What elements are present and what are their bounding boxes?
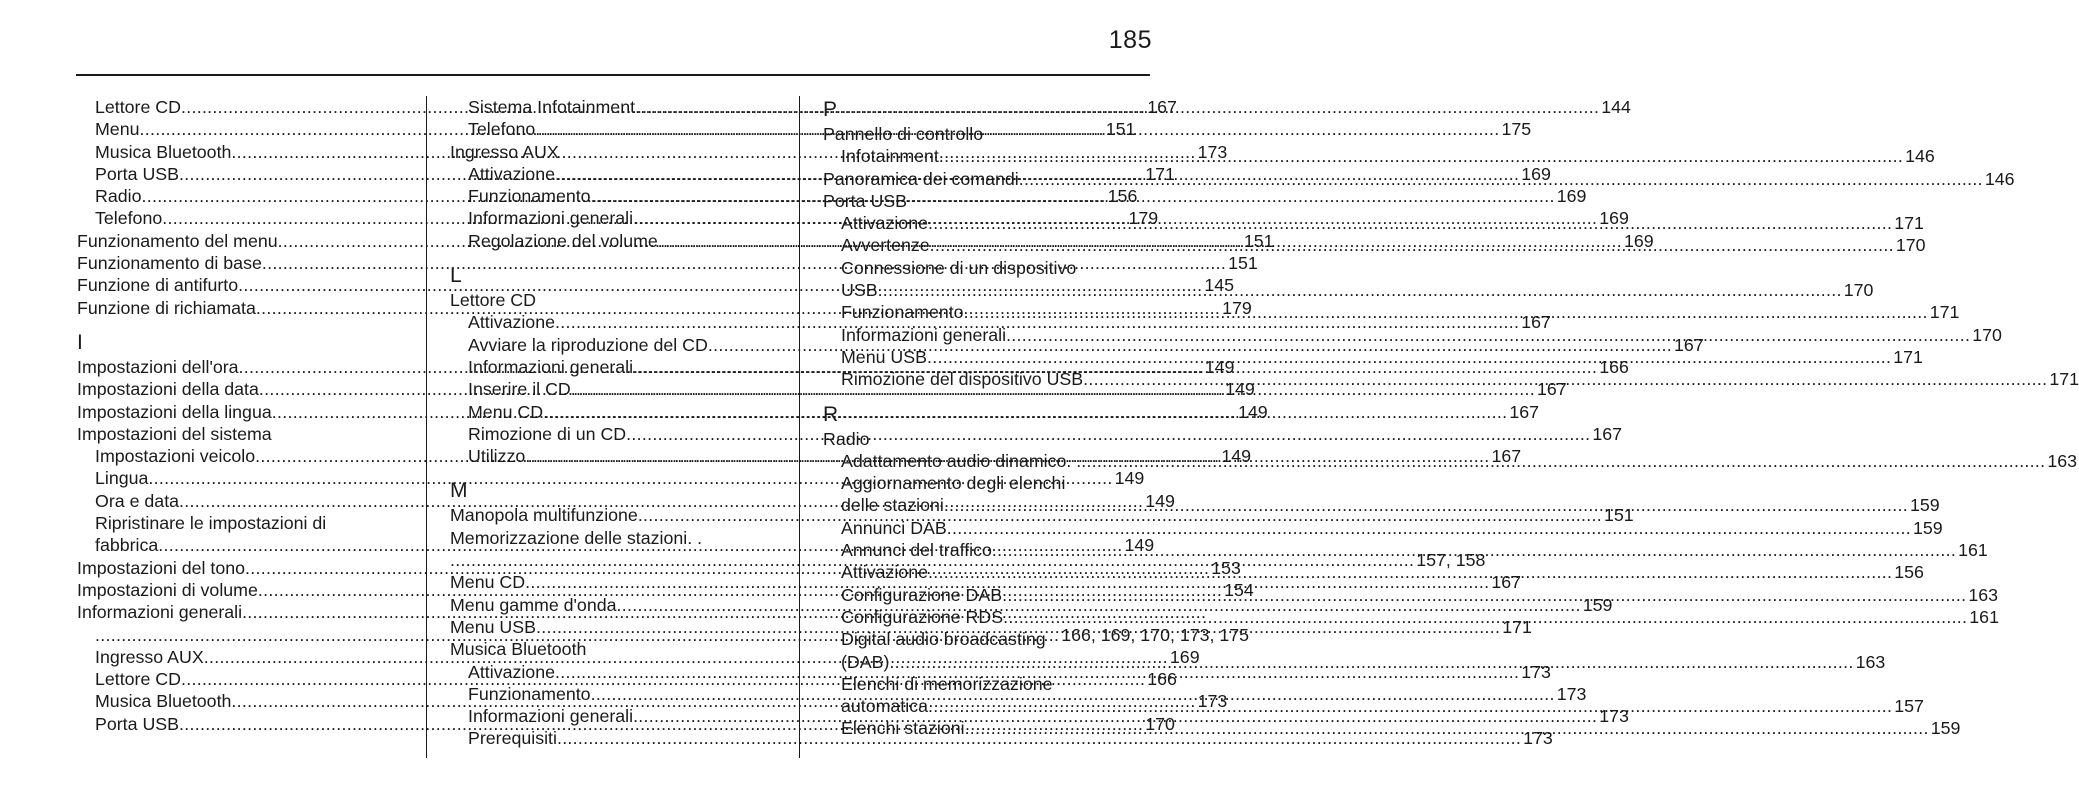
- dot-leader: [928, 212, 1892, 234]
- index-entry: [77, 423, 404, 445]
- entry-page-ref: 146: [1984, 168, 2015, 189]
- entry-page-ref: 175: [1501, 119, 1532, 140]
- entry-label: Ora e data: [95, 490, 180, 511]
- entry-label: Utilizzo: [468, 446, 526, 467]
- entry-label: Porta USB: [95, 713, 180, 734]
- entry-label: Impostazioni di volume: [77, 579, 258, 600]
- dot-leader: [1083, 368, 2047, 390]
- entry-label: Annunci DAB: [841, 517, 947, 538]
- entry-label: Panoramica dei comandi: [823, 168, 1019, 189]
- entry-page-ref: 167: [1491, 572, 1521, 593]
- entry-label: Menu: [95, 119, 140, 140]
- entry-label: Musica Bluetooth: [450, 639, 587, 660]
- entry-label: Avvertenze: [841, 235, 930, 256]
- index-entry: [823, 628, 1150, 650]
- entry-label: Ingresso AUX: [450, 141, 559, 162]
- entry-page-ref: 171: [1894, 213, 1924, 234]
- entry-label: (DAB): [841, 651, 890, 672]
- entry-label: Porta USB: [823, 190, 908, 211]
- dot-leader: [927, 346, 1891, 368]
- index-entry: [450, 527, 777, 549]
- entry-label: Sistema Infotainment: [468, 97, 636, 117]
- entry-label: Menu CD: [468, 401, 544, 422]
- entry-page-ref: 149: [1225, 379, 1255, 400]
- entry-label: Lettore CD: [95, 97, 181, 117]
- index-letter-heading: M: [450, 479, 468, 503]
- entry-page-ref: 169: [1556, 186, 1587, 207]
- entry-label: Configurazione RDS: [841, 606, 1004, 627]
- entry-page-ref: 166, 169, 170, 173, 175: [1061, 624, 1250, 645]
- entry-label: Informazioni generali: [77, 602, 243, 623]
- dot-leader: [944, 494, 1908, 516]
- entry-page-ref: 167: [1536, 379, 1567, 400]
- entry-page-ref: 171: [1893, 346, 1923, 367]
- dot-leader: [930, 234, 1894, 256]
- entry-label: Musica Bluetooth: [95, 141, 232, 162]
- entry-page-ref: 149: [1237, 401, 1268, 422]
- entry-label: Ripristinare le impostazioni di: [95, 513, 327, 534]
- index-entry: [823, 428, 1150, 450]
- entry-label: Informazioni generali: [468, 356, 634, 377]
- entry-label: Digital audio broadcasting: [841, 629, 1046, 650]
- entry-page-ref: 171: [1502, 616, 1532, 637]
- entry-page-ref: 173: [1521, 661, 1551, 682]
- entry-page-ref: 167: [1674, 334, 1704, 355]
- entry-label: Aggiornamento degli elenchi: [841, 473, 1066, 494]
- entry-label: Funzione di richiamata: [77, 297, 256, 318]
- entry-page-ref: 156: [1107, 186, 1138, 207]
- entry-label: Elenchi di memorizzazione: [841, 673, 1053, 694]
- index-entry: [823, 472, 1150, 494]
- dot-leader: [1081, 450, 2045, 472]
- header-rule: [76, 74, 1150, 76]
- index-entry: [450, 289, 777, 311]
- entry-page-ref: 163: [1968, 584, 1998, 605]
- entry-page-ref: 153: [1211, 557, 1241, 578]
- entry-page-ref: 167: [1147, 97, 1177, 117]
- entry-label: Connessione di un dispositivo: [841, 257, 1077, 278]
- entry-label: Attivazione: [468, 163, 555, 184]
- entry-label: Radio: [95, 186, 142, 207]
- entry-page-ref: 171: [1145, 163, 1175, 184]
- entry-page-ref: 149: [1221, 446, 1251, 467]
- entry-label: Lingua: [95, 468, 149, 489]
- entry-page-ref: 151: [1243, 230, 1274, 251]
- entry-label: Elenchi stazioni: [841, 718, 965, 739]
- entry-page-ref: 159: [1930, 718, 1961, 739]
- entry-page-ref: 169: [1169, 646, 1200, 667]
- entry-label: Impostazioni della lingua: [77, 401, 272, 422]
- entry-page-ref: 170: [1972, 324, 2002, 345]
- entry-page-ref: 149: [1124, 535, 1155, 556]
- entry-label: Infotainment: [841, 146, 939, 167]
- entry-label: automatica: [841, 696, 928, 717]
- index-entry: [823, 190, 1150, 212]
- dot-leader: [889, 651, 1853, 673]
- dot-leader: [964, 301, 1928, 323]
- entry-label: Impostazioni del tono: [77, 557, 246, 578]
- index-entry: [823, 123, 1150, 145]
- entry-label: Adattamento audio dinamico. .: [841, 450, 1082, 471]
- entry-page-ref: 166: [1599, 356, 1629, 377]
- entry-label: Pannello di controllo: [823, 124, 984, 144]
- entry-label: Informazioni generali: [468, 208, 634, 229]
- page-number: 185: [1108, 26, 1152, 54]
- index-letter-heading: I: [77, 330, 83, 354]
- entry-page-ref: 167: [1521, 312, 1551, 333]
- entry-page-ref: 159: [1912, 517, 1943, 538]
- entry-label: Attivazione: [468, 312, 555, 333]
- entry-page-ref: 157, 158: [1416, 550, 1486, 571]
- entry-page-ref: 144: [1601, 97, 1631, 117]
- entry-page-ref: 170: [1145, 713, 1175, 734]
- entry-label: Attivazione: [468, 661, 555, 682]
- entry-label: Menu USB: [841, 346, 927, 367]
- entry-label: Impostazioni della data: [77, 379, 259, 400]
- dot-leader: [878, 279, 1842, 301]
- entry-page-ref: 169: [1521, 163, 1551, 184]
- entry-label: Prerequisiti: [468, 728, 557, 749]
- entry-page-ref: 149: [1204, 356, 1235, 377]
- index-entry: [823, 517, 1943, 539]
- dot-leader: [947, 517, 1911, 539]
- entry-page-ref: 156: [1894, 562, 1924, 583]
- entry-page-ref: 145: [1204, 275, 1234, 296]
- entry-page-ref: 167: [1491, 446, 1522, 467]
- entry-label: Funzionamento del menu: [77, 230, 278, 251]
- entry-page-ref: 159: [1582, 594, 1613, 615]
- entry-label: Ingresso AUX: [95, 646, 204, 667]
- entry-page-ref: 166: [1147, 669, 1177, 690]
- entry-label: Attivazione: [841, 213, 928, 234]
- dot-leader: [965, 717, 1929, 739]
- entry-label: USB: [841, 280, 878, 301]
- dot-leader: [1006, 324, 1970, 346]
- entry-label: Funzionamento di base: [77, 253, 262, 274]
- entry-page-ref: 151: [1105, 119, 1136, 140]
- entry-label: delle stazioni: [841, 495, 944, 516]
- dot-leader: [1019, 168, 1983, 190]
- entry-page-ref: 169: [1624, 230, 1654, 251]
- entry-label: Manopola multifunzione: [450, 505, 638, 526]
- entry-label: Attivazione: [841, 562, 928, 583]
- entry-label: Porta USB: [95, 163, 180, 184]
- entry-page-ref: 179: [1222, 297, 1252, 318]
- index-entry: [77, 601, 404, 623]
- entry-label: Annunci del traffico: [841, 540, 992, 561]
- entry-label: Funzione di antifurto: [77, 275, 239, 296]
- entry-page-ref: 157: [1894, 696, 1924, 717]
- entry-label: Impostazioni dell'ora: [77, 356, 239, 377]
- dot-leader: [992, 539, 1956, 561]
- entry-label: Lettore CD: [450, 290, 536, 311]
- index-entry: [450, 141, 777, 163]
- entry-label: Configurazione DAB: [841, 584, 1003, 605]
- entry-label: Menu CD: [450, 572, 526, 593]
- dot-leader: [1002, 584, 1966, 606]
- entry-label: Inserire il CD: [468, 379, 571, 400]
- entry-label: Lettore CD: [95, 669, 181, 690]
- entry-page-ref: 179: [1128, 208, 1159, 229]
- entry-page-ref: 154: [1224, 579, 1254, 600]
- entry-label: Avviare la riproduzione del CD: [468, 334, 708, 355]
- entry-page-ref: 170: [1895, 235, 1926, 256]
- entry-page-ref: 163: [2047, 450, 2078, 471]
- entry-label: Rimozione di un CD: [468, 423, 627, 444]
- entry-page-ref: 173: [1556, 683, 1587, 704]
- entry-label: Rimozione del dispositivo USB: [841, 369, 1084, 390]
- entry-page-ref: 161: [1969, 606, 1999, 627]
- entry-page-ref: 169: [1599, 208, 1629, 229]
- entry-page-ref: 149: [1145, 490, 1175, 511]
- entry-label: Memorizzazione delle stazioni. .: [450, 527, 703, 548]
- entry-page-ref: 171: [1929, 302, 1960, 323]
- index-letter-heading: R: [823, 402, 839, 426]
- entry-label: fabbrica: [95, 535, 159, 556]
- index-entry: [77, 512, 404, 534]
- entry-label: Impostazioni veicolo: [95, 446, 256, 467]
- entry-page-ref: 173: [1197, 141, 1228, 162]
- index-entry: [823, 673, 1150, 695]
- entry-page-ref: 173: [1197, 691, 1228, 712]
- entry-label: Musica Bluetooth: [95, 691, 232, 712]
- entry-page-ref: 151: [1604, 505, 1634, 526]
- dot-leader: [928, 561, 1892, 583]
- entry-label: Informazioni generali: [841, 324, 1007, 345]
- entry-page-ref: 167: [1509, 401, 1539, 422]
- index-entry: [823, 257, 1150, 279]
- entry-page-ref: 171: [2049, 369, 2079, 390]
- entry-page-ref: 159: [1910, 495, 1940, 516]
- index-letter-heading: P: [823, 98, 838, 121]
- dot-leader: [1003, 606, 1967, 628]
- dot-leader: [928, 695, 1892, 717]
- index-entry: [450, 638, 777, 660]
- entry-label: Menu gamme d'onda: [450, 594, 617, 615]
- entry-page-ref: 173: [1523, 728, 1553, 749]
- entry-page-ref: 167: [1592, 423, 1622, 444]
- entry-label: Telefono: [95, 208, 163, 229]
- entry-label: Funzionamento: [841, 302, 964, 323]
- entry-label: Regolazione del volume: [468, 230, 658, 251]
- entry-label: Funzionamento: [468, 683, 591, 704]
- index-letter-heading: L: [450, 264, 462, 288]
- dot-leader: [939, 145, 1903, 167]
- entry-label: Menu USB: [450, 616, 536, 637]
- entry-page-ref: 173: [1599, 706, 1629, 727]
- entry-page-ref: 161: [1958, 540, 1988, 561]
- entry-label: Telefono: [468, 119, 536, 140]
- entry-label: Impostazioni del sistema: [77, 423, 272, 444]
- entry-page-ref: 149: [1114, 468, 1145, 489]
- entry-page-ref: 151: [1228, 253, 1258, 274]
- entry-page-ref: 163: [1855, 651, 1886, 672]
- entry-label: Informazioni generali: [468, 706, 634, 727]
- entry-page-ref: 170: [1843, 280, 1874, 301]
- entry-page-ref: 146: [1905, 146, 1935, 167]
- entry-label: Radio: [823, 428, 870, 449]
- entry-label: Funzionamento: [468, 186, 591, 207]
